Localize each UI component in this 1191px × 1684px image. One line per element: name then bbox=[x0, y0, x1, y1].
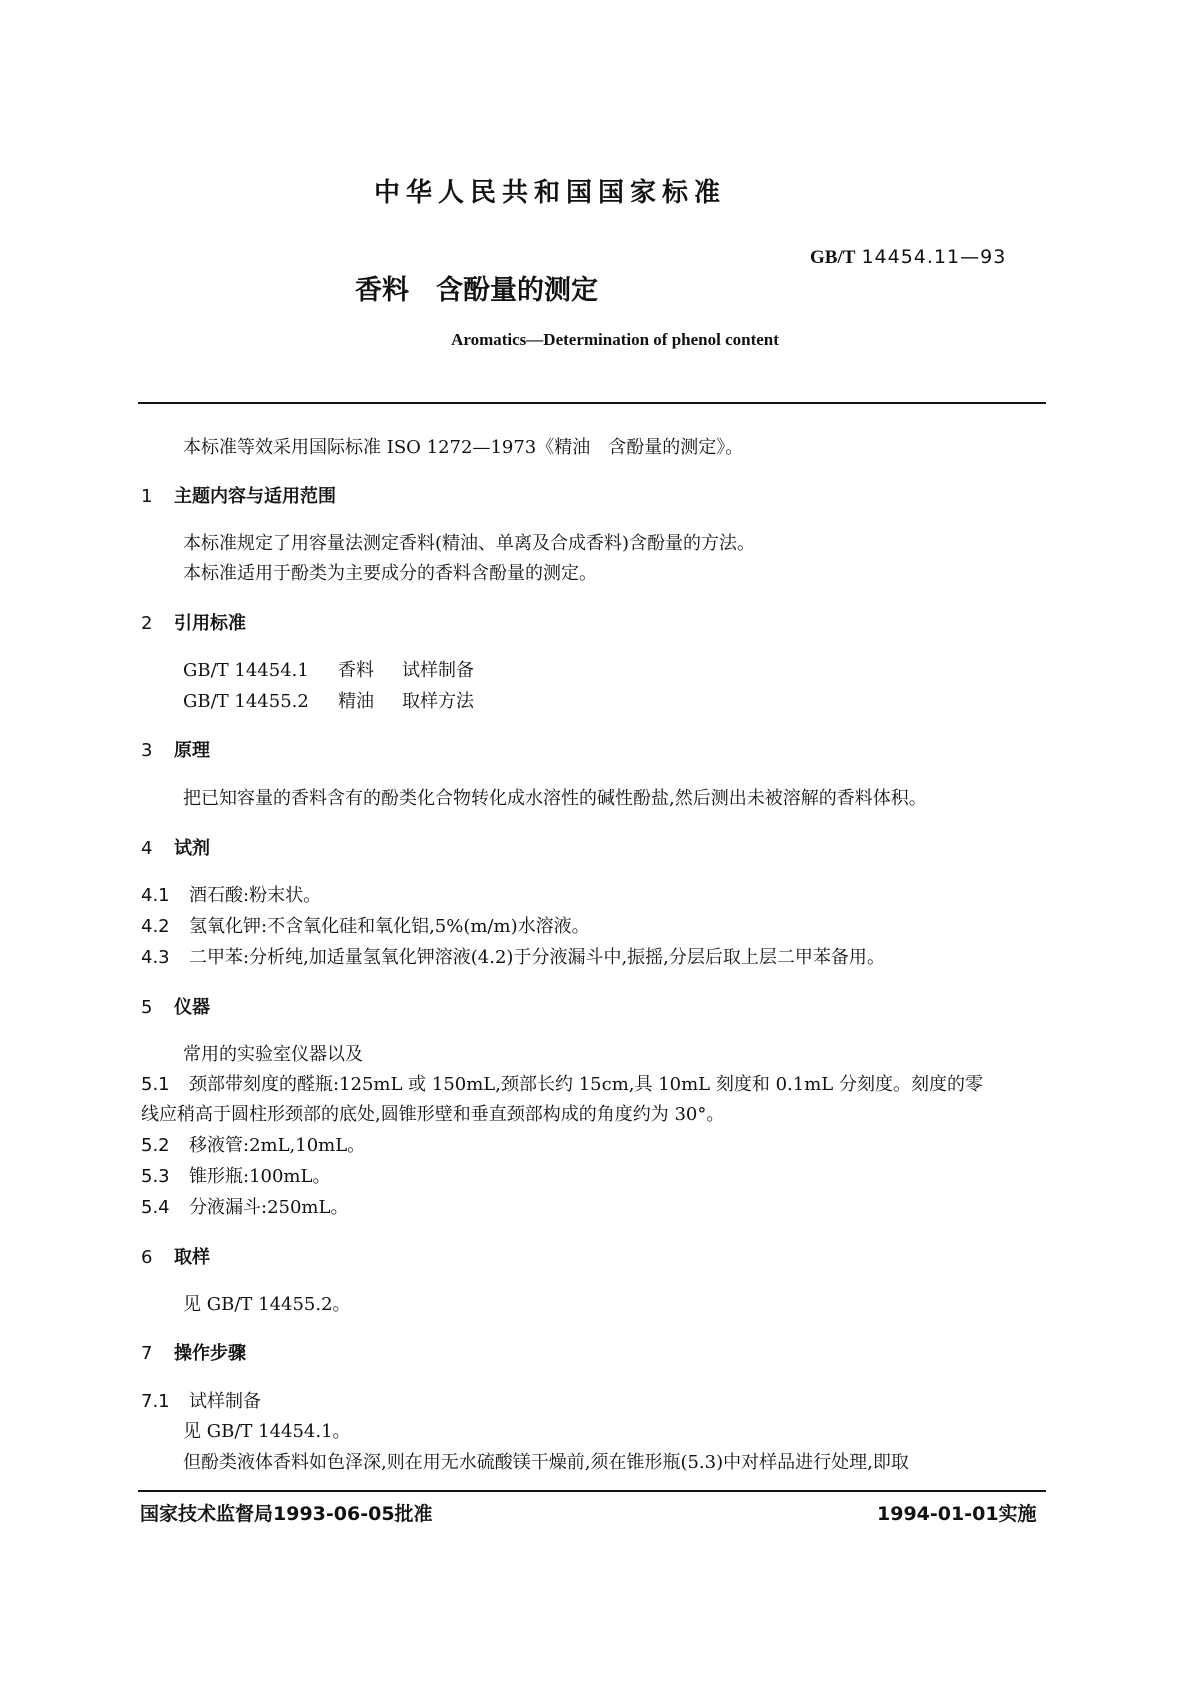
reagent-item bbox=[141, 944, 885, 971]
apparatus-item bbox=[141, 1194, 348, 1221]
item-number: 5.3 bbox=[141, 1166, 170, 1187]
item-number: 5.4 bbox=[141, 1197, 170, 1218]
apparatus-item bbox=[141, 1163, 330, 1190]
section-title: 操作步骤 bbox=[174, 1343, 246, 1364]
section-1-paragraph-1: 本标准规定了用容量法测定香料(精油、单离及合成香料)含酚量的方法。 bbox=[183, 533, 756, 554]
item-text: 氢氧化钾:不含氧化硅和氧化铝,5%(m/m)水溶液。 bbox=[189, 916, 590, 937]
item-text: 分液漏斗:250mL。 bbox=[189, 1197, 349, 1218]
section-5-intro: 常用的实验室仪器以及 bbox=[183, 1044, 363, 1065]
section-title: 原理 bbox=[174, 740, 210, 761]
section-number: 4 bbox=[141, 838, 153, 859]
section-title: 仪器 bbox=[174, 997, 210, 1018]
subsection-title: 试样制备 bbox=[189, 1391, 261, 1412]
section-number: 1 bbox=[141, 486, 153, 507]
apparatus-item bbox=[141, 1071, 983, 1098]
section-6-heading bbox=[141, 1243, 210, 1269]
section-number: 7 bbox=[141, 1343, 153, 1364]
section-number: 6 bbox=[141, 1247, 153, 1268]
standard-number-prefix: GB/T bbox=[810, 247, 856, 268]
section-7-heading bbox=[141, 1339, 246, 1365]
reference-code: GB/T 14454.1 bbox=[183, 660, 309, 681]
section-1-paragraph-2: 本标准适用于酚类为主要成分的香料含酚量的测定。 bbox=[183, 563, 597, 584]
section-2-heading bbox=[141, 609, 246, 635]
section-7-paragraph-1: 见 GB/T 14454.1。 bbox=[183, 1421, 351, 1442]
section-3-paragraph: 把已知容量的香料含有的酚类化合物转化成水溶性的碱性酚盐,然后测出未被溶解的香料体积。 bbox=[183, 788, 927, 809]
item-text: 颈部带刻度的醛瓶:125mL 或 150mL,颈部长约 15cm,具 10mL 刻度和 0.1mL 分刻度。刻度的零 bbox=[189, 1074, 983, 1095]
item-number: 5.1 bbox=[141, 1074, 170, 1095]
section-title: 取样 bbox=[174, 1247, 210, 1268]
subsection-7-1-heading bbox=[141, 1388, 261, 1415]
reference-code: GB/T 14455.2 bbox=[183, 691, 309, 712]
section-title: 试剂 bbox=[174, 838, 210, 859]
section-number: 5 bbox=[141, 997, 153, 1018]
standard-number-value: 14454.11—93 bbox=[861, 246, 1007, 268]
item-number: 7.1 bbox=[141, 1391, 170, 1412]
top-divider bbox=[138, 402, 1046, 404]
item-number: 4.1 bbox=[141, 885, 170, 906]
reference-item bbox=[183, 688, 474, 715]
reference-desc: 试样制备 bbox=[402, 660, 474, 681]
section-7-paragraph-2: 但酚类液体香料如色泽深,则在用无水硫酸镁干燥前,须在锥形瓶(5.3)中对样品进行处理,即取 bbox=[183, 1452, 909, 1473]
item-text: 酒石酸:粉末状。 bbox=[189, 885, 322, 906]
section-4-heading bbox=[141, 834, 210, 860]
reference-item bbox=[183, 657, 474, 684]
reference-name: 精油 bbox=[338, 691, 374, 712]
section-number: 2 bbox=[141, 613, 153, 634]
section-1-heading bbox=[141, 482, 336, 508]
item-text: 移液管:2mL,10mL。 bbox=[189, 1135, 366, 1156]
section-number: 3 bbox=[141, 740, 153, 761]
intro-paragraph: 本标准等效采用国际标准 ISO 1272—1973《精油 含酚量的测定》。 bbox=[183, 437, 744, 458]
english-title: Aromatics—Determination of phenol content bbox=[451, 330, 779, 349]
section-title: 引用标准 bbox=[174, 613, 246, 634]
reference-name: 香料 bbox=[338, 660, 374, 681]
section-5-heading bbox=[141, 993, 210, 1019]
apparatus-item-continuation: 线应稍高于圆柱形颈部的底处,圆锥形壁和垂直颈部构成的角度约为 30°。 bbox=[141, 1104, 725, 1125]
item-number: 4.3 bbox=[141, 947, 170, 968]
reagent-item bbox=[141, 882, 321, 909]
effective-date: 1994-01-01实施 bbox=[877, 1503, 1037, 1525]
item-text: 二甲苯:分析纯,加适量氢氧化钾溶液(4.2)于分液漏斗中,振摇,分层后取上层二甲苯备用。 bbox=[189, 947, 885, 968]
section-6-paragraph: 见 GB/T 14455.2。 bbox=[183, 1294, 351, 1315]
item-number: 4.2 bbox=[141, 916, 170, 937]
reference-desc: 取样方法 bbox=[402, 691, 474, 712]
national-standard-title: 中华人民共和国国家标准 bbox=[373, 178, 726, 208]
reagent-item bbox=[141, 913, 590, 940]
approval-date: 国家技术监督局1993-06-05批准 bbox=[140, 1503, 433, 1525]
standard-number bbox=[810, 246, 1006, 269]
chinese-title: 香料 含酚量的测定 bbox=[355, 275, 598, 306]
item-text: 锥形瓶:100mL。 bbox=[189, 1166, 331, 1187]
section-3-heading bbox=[141, 736, 210, 762]
bottom-divider bbox=[138, 1490, 1046, 1492]
apparatus-item bbox=[141, 1132, 365, 1159]
item-number: 5.2 bbox=[141, 1135, 170, 1156]
section-title: 主题内容与适用范围 bbox=[174, 486, 336, 507]
